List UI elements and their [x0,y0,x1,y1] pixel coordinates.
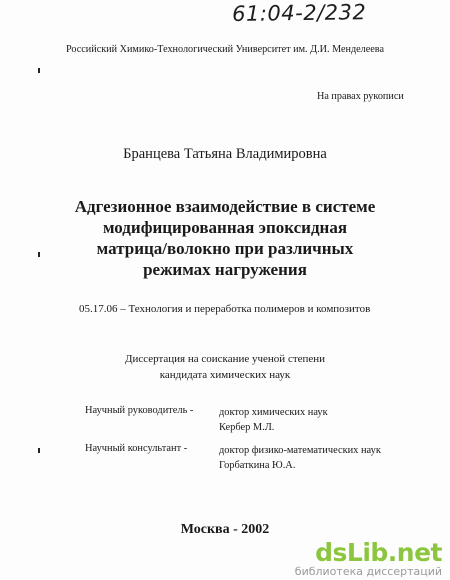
supervisor-info [219,405,328,435]
supervisor-degree: доктор химических наук [219,407,328,418]
consultant-label: Научный консультант - [85,443,188,454]
watermark-site[interactable]: dsLib.net [315,538,442,567]
handwritten-stamp: 61:04-2/232 [232,0,367,26]
supervisor-name: Кербер М.Л. [219,422,275,433]
university-name: Российский Химико-Технологический Университет им. Д.И. Менделеева [65,44,384,55]
watermark-caption: библиотека диссертаций [294,565,442,578]
consultant-info [219,443,381,473]
city-year: Москва - 2002 [180,522,270,537]
title-line: Адгезионное взаимодействие в системе [74,197,376,216]
rights-notice: На правах рукописи [317,91,404,102]
title-line: матрица/волокно при различных [96,239,354,258]
degree-line: кандидата химических наук [159,369,291,381]
margin-mark [38,448,40,453]
consultant-degree: доктор физико-математических наук [219,445,381,456]
dslib-watermark[interactable] [285,540,450,580]
specialty-code: 05.17.06 – Технология и переработка полимеров и композитов [79,303,371,315]
title-line: режимах нагружения [143,260,307,279]
author-name: Бранцева Татьяна Владимировна [123,146,327,162]
supervisor-label: Научный руководитель - [85,405,194,416]
consultant-name: Горбаткина Ю.А. [219,460,296,471]
degree-statement [0,351,450,383]
title-line: модифицированная эпоксидная [102,218,348,237]
degree-line: Диссертация на соискание ученой степени [124,353,326,365]
dissertation-title [0,196,450,280]
margin-mark [38,68,40,73]
